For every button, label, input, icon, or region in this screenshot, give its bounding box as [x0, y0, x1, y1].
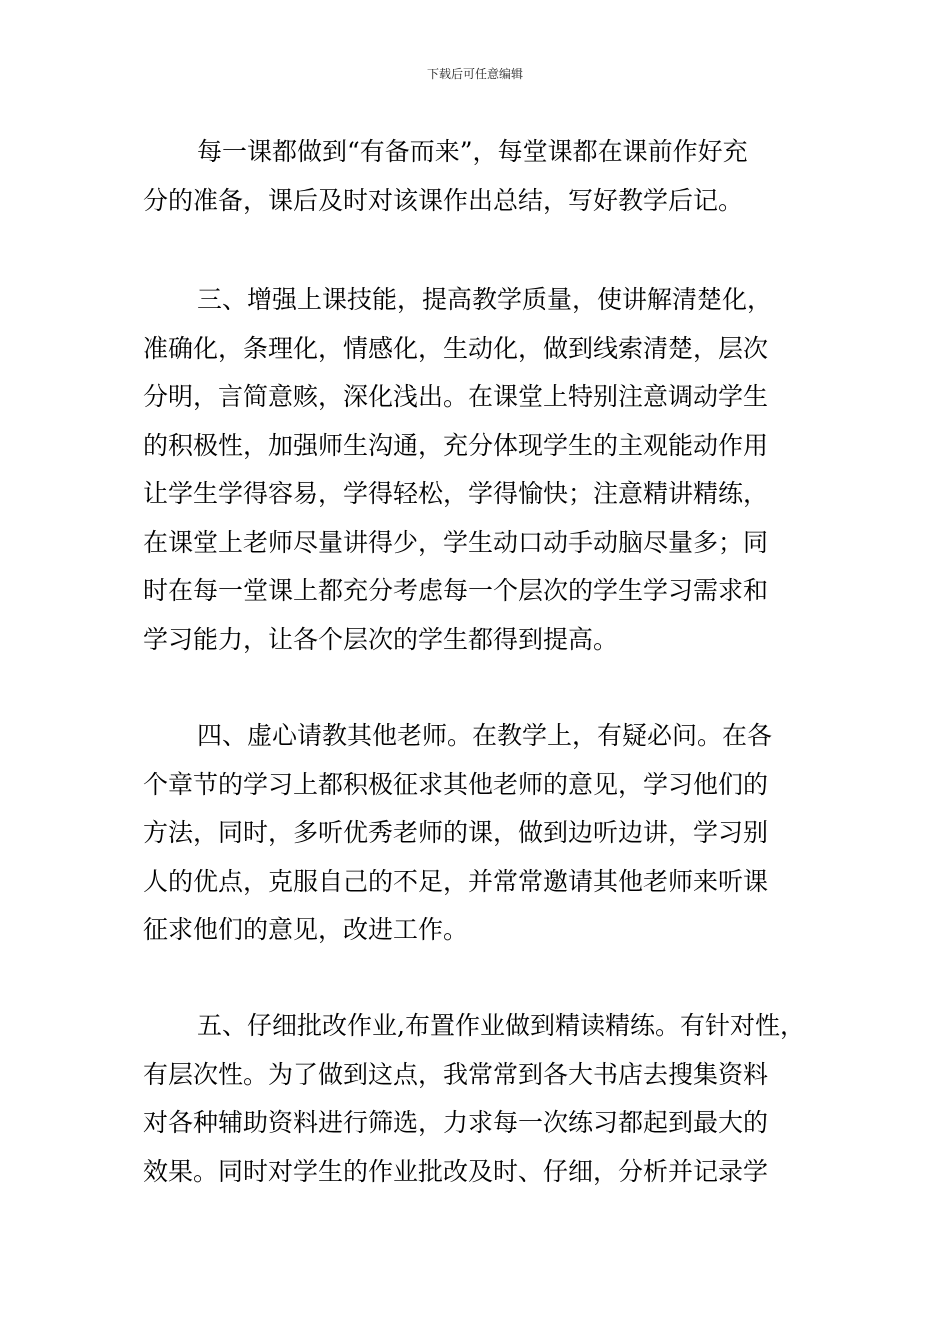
page-header: 下载后可任意编辑 — [426, 67, 523, 81]
text-line: 的积极性，加强师生沟通，充分体现学生的主观能动作用 — [143, 430, 769, 460]
text-line: 五、仔细批改作业,布置作业做到精读精练。有针对性， — [197, 1011, 805, 1040]
text-line: 征求他们的意见，改进工作。 — [143, 915, 469, 944]
text-line: 三、增强上课技能，提高教学质量，使讲解清楚化， — [197, 285, 773, 314]
text-line: 对各种辅助资料进行筛选，力求每一次练习都起到最大的 — [143, 1108, 769, 1137]
text-line: 有层次性。为了做到这点，我常常到各大书店去搜集资料 — [143, 1059, 769, 1089]
text-line: 四、虚心请教其他老师。在教学上，有疑必问。在各 — [197, 721, 773, 750]
text-line: 准确化，条理化，情感化，生动化，做到线索清楚，层次 — [143, 333, 769, 363]
text-line: 让学生学得容易，学得轻松，学得愉快；注意精讲精练， — [143, 479, 769, 508]
text-line: 在课堂上老师尽量讲得少，学生动口动手动脑尽量多；同 — [143, 527, 769, 557]
text-line: 时在每一堂课上都充分考虑每一个层次的学生学习需求和 — [143, 576, 769, 605]
text-line: 个章节的学习上都积极征求其他老师的意见，学习他们的 — [143, 769, 769, 799]
text-line: 学习能力，让各个层次的学生都得到提高。 — [143, 624, 619, 654]
text-line: 效果。同时对学生的作业批改及时、仔细，分析并记录学 — [143, 1156, 769, 1186]
text-line: 分的准备，课后及时对该课作出总结，写好教学后记。 — [143, 185, 744, 215]
text-line: 人的优点，克服自己的不足，并常常邀请其他老师来听课 — [143, 866, 769, 896]
text-line: 分明，言简意赅，深化浅出。在课堂上特别注意调动学生 — [143, 382, 769, 411]
paragraph-lesson-preparation — [143, 128, 808, 225]
text-line: 每一课都做到“有备而来”，每堂课都在课前作好充 — [197, 137, 748, 166]
text-line: 方法，同时，多听优秀老师的课，做到边听边讲，学习别 — [143, 818, 769, 847]
paragraph-homework-correction — [143, 1002, 808, 1196]
paragraph-teaching-skills — [143, 276, 808, 664]
paragraph-consult-teachers — [143, 712, 808, 955]
